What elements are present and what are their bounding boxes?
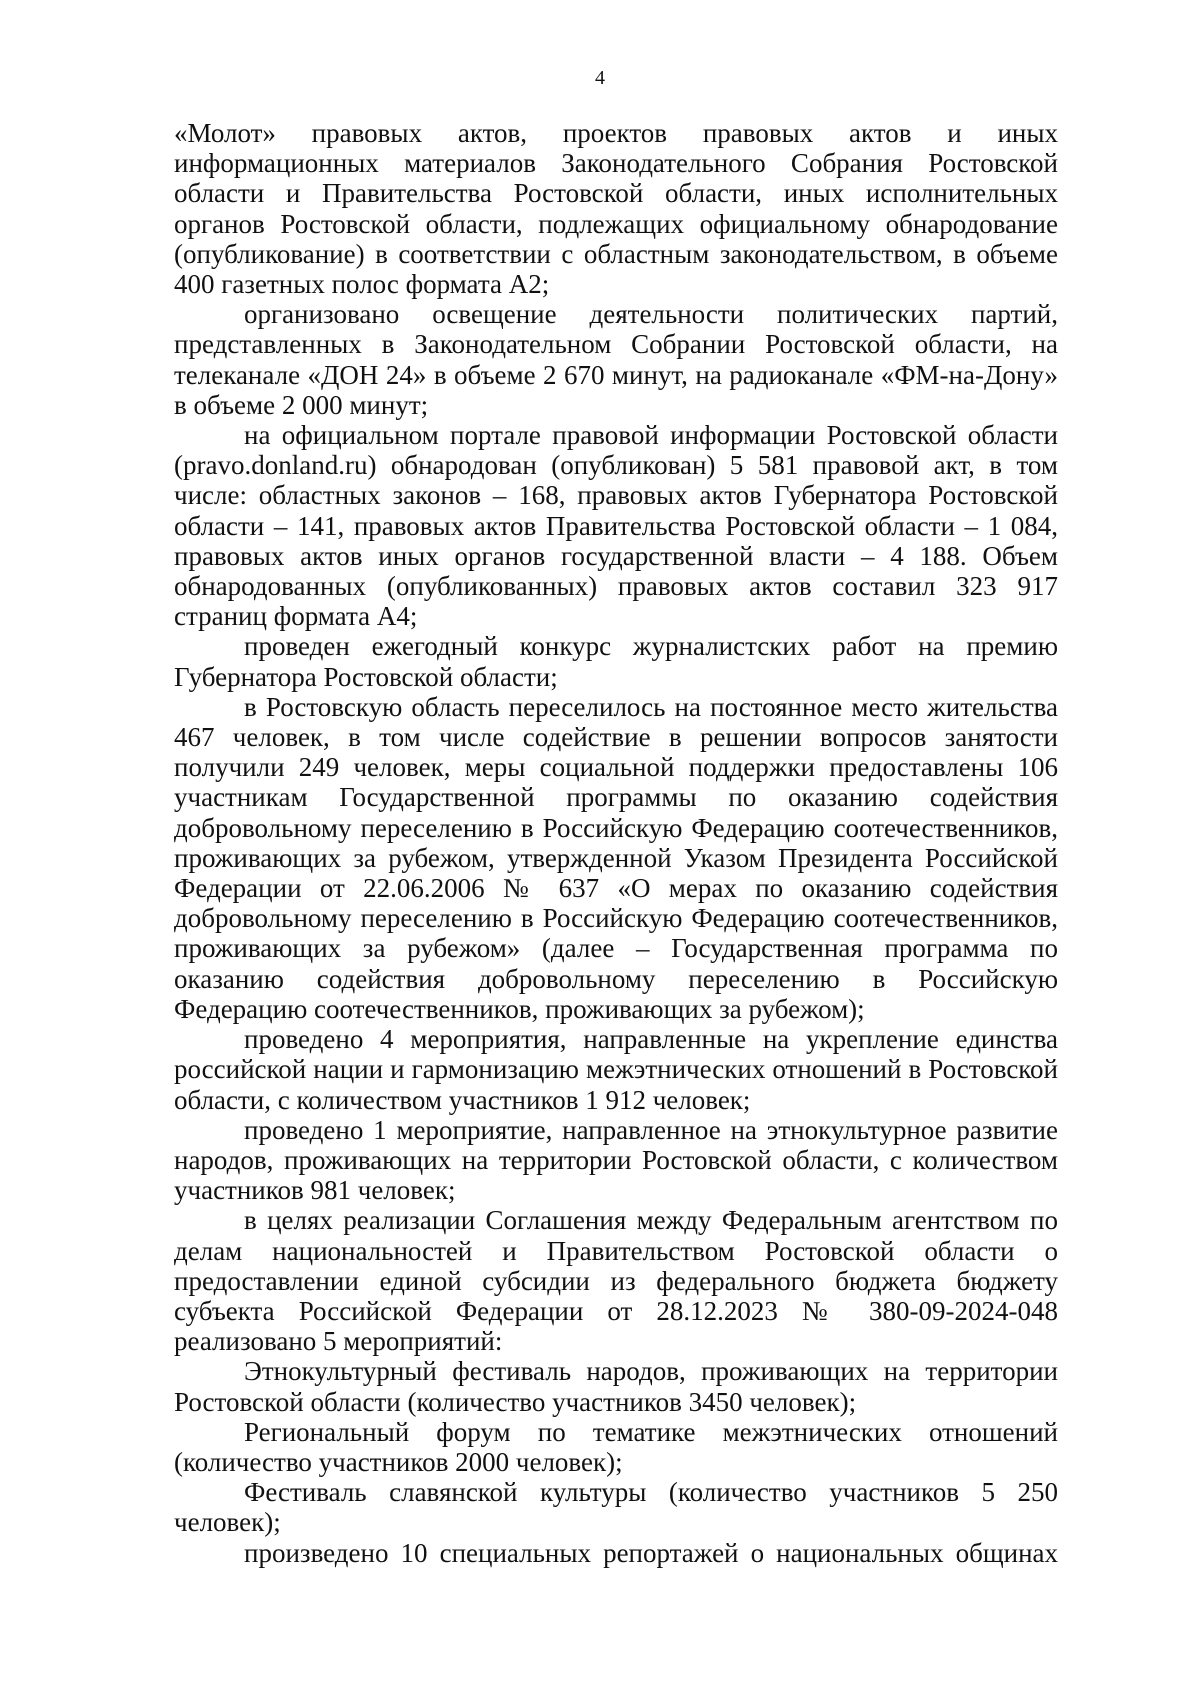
paragraph-molot-materials: «Молот» правовых актов, проектов правовых актов и иных информационных материалов Законодательного Собрания Ростовской области и Правительства Ростовской области, иных исполнительных органов Ростовской области, подлежащих официальному обнародование (опубликование) в соответствии с областным законодательством, в объеме 400 газетных полос формата А2; xyxy=(174,118,1058,300)
paragraph-ethnocultural-event: проведено 1 мероприятие, направленное на этнокультурное развитие народов, проживающих на территории Ростовской области, с количеством участников 981 человек; xyxy=(174,1114,1058,1206)
paragraph-party-coverage: организовано освещение деятельности политических партий, представленных в Законодательном Собрании Ростовской области, на телеканале «ДОН 24» в объеме 2 670 минут, на радиоканале «ФМ-на-Дону» в объеме 2 000 минут; xyxy=(174,299,1058,420)
paragraph-national-unity-events: проведено 4 мероприятия, направленные на укрепление единства российской нации и гармонизацию межэтнических отношений в Ростовской области, с количеством участников 1 912 человек; xyxy=(174,1024,1058,1115)
paragraph-legal-portal: на официальном портале правовой информации Ростовской области (pravo.donland.ru) обнародован (опубликован) 5 581 правовой акт, в том числе: областных законов – 168, правовых актов Губернатора Ростовской области – 141, правовых актов Правительства Ростовской области – 1 084, правовых актов иных органов государственной власти – 4 188. Объем обнародованных (опубликованных) правовых актов составил 323 917 страниц формата А4; xyxy=(174,420,1058,632)
paragraph-slavic-festival: Фестиваль славянской культуры (количество участников 5 250 человек); xyxy=(174,1477,1058,1538)
paragraph-reports: произведено 10 специальных репортажей о национальных общинах xyxy=(244,1537,1058,1568)
paragraph-ethnocultural-festival: Этнокультурный фестиваль народов, проживающих на территории Ростовской области (количество участников 3450 человек); xyxy=(174,1356,1058,1417)
page-number: 4 xyxy=(595,67,605,89)
paragraph-journalism-contest: проведен ежегодный конкурс журналистских работ на премию Губернатора Ростовской области; xyxy=(174,631,1058,692)
paragraph-resettlement: в Ростовскую область переселилось на постоянное место жительства 467 человек, в том числе содействие в решении вопросов занятости получили 249 человек, меры социальной поддержки предоставлены 106 участникам Государственной программы по оказанию содействия добровольному переселению в Российскую Федерацию соотечественников, проживающих за рубежом, утвержденной Указом Президента Российской Федерации от 22.06.2006 № 637 «О мерах по оказанию содействия добровольному переселению в Российскую Федерацию соотечественников, проживающих за рубежом» (далее – Государственная программа по оказанию содействия добровольному переселению в Российскую Федерацию соотечественников, проживающих за рубежом); xyxy=(174,691,1058,1024)
document-body xyxy=(174,118,1058,1568)
paragraph-subsidy-agreement: в целях реализации Соглашения между Федеральным агентством по делам национальностей и Правительством Ростовской области о предоставлении единой субсидии из федерального бюджета бюджету субъекта Российской Федерации от 28.12.2023 № 380-09-2024-048 реализовано 5 мероприятий: xyxy=(174,1205,1058,1357)
paragraph-regional-forum: Региональный форум по тематике межэтнических отношений (количество участников 2000 человек); xyxy=(174,1416,1058,1477)
